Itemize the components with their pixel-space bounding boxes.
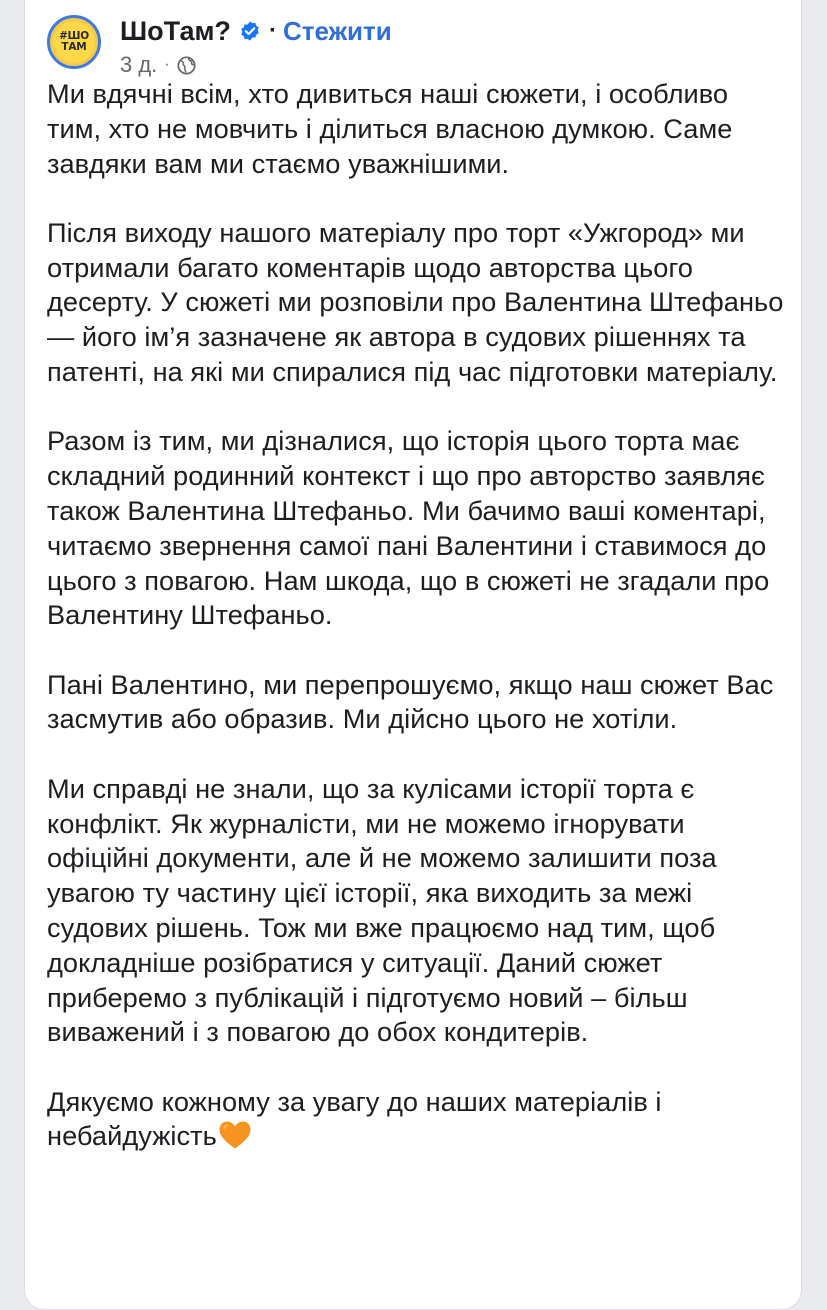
post-header — [47, 15, 787, 85]
page-avatar[interactable] — [47, 15, 101, 69]
orange-heart-icon — [218, 1120, 252, 1150]
post-paragraph-6 — [47, 1085, 787, 1155]
post-timestamp[interactable]: 3 д. — [120, 52, 158, 77]
post-paragraph-3: Разом із тим, ми дізналися, що історія цього торта має складний родинний контекст і що про авторство заявляє також Валентина Штефаньо. Ми бачимо ваші коментарі, читаємо звернення самої пані Валентини і ставимося до цього з повагою. Нам шкода, що в сюжеті не згадали про Валентину Штефаньо. — [47, 425, 770, 631]
name-row — [120, 13, 392, 49]
post-paragraph-1: Ми вдячні всім, хто дивиться наші сюжети, і особливо тим, хто не мовчить і ділиться власною думкою. Саме завдяки вам ми стаємо уважнішими. — [47, 78, 733, 179]
page-name-link[interactable]: ШоТам? — [120, 15, 231, 46]
post-paragraph-5: Ми справді не знали, що за кулісами історії торта є конфлікт. Як журналісти, ми не можемо ігнорувати офіційні документи, але й не можемо залишити поза увагою ту частину цієї історії, яка виходить за межі судових рішень. Тож ми вже працюємо над тим, щоб докладніше розібратися у ситуації. Даний сюжет приберемо з публікацій і підготуємо новий – більш виважений і з повагою до обох кондитерів. — [47, 772, 717, 1048]
meta-separator: · — [164, 56, 170, 73]
post-paragraph-6-text: Дякуємо кожному за увагу до наших матеріалів і небайдужість — [47, 1085, 662, 1152]
post-paragraph-2: Після виходу нашого матеріалу про торт «Ужгород» ми отримали багато коментарів щодо авторства цього десерту. У сюжеті ми розповіли про Валентина Штефаньо — його ім’я зазначене як автора в судових рішеннях та патенті, на які ми спиралися під час підготовки матеріалу. — [47, 216, 784, 388]
avatar-text-line1: #ШО — [58, 30, 90, 42]
verified-badge-icon — [239, 20, 261, 42]
header-separator: · — [268, 17, 277, 44]
post-card — [24, 0, 802, 1310]
avatar-logo — [53, 21, 95, 63]
follow-button[interactable]: Стежити — [282, 15, 392, 46]
avatar-text-line2: ТАМ — [61, 41, 87, 53]
globe-icon[interactable] — [177, 56, 196, 75]
post-paragraph-4: Пані Валентино, ми перепрошуємо, якщо наш сюжет Вас засмутив або образив. Ми дійсно цього не хотіли. — [47, 668, 774, 735]
post-meta — [120, 51, 196, 79]
post-body — [47, 77, 787, 1189]
